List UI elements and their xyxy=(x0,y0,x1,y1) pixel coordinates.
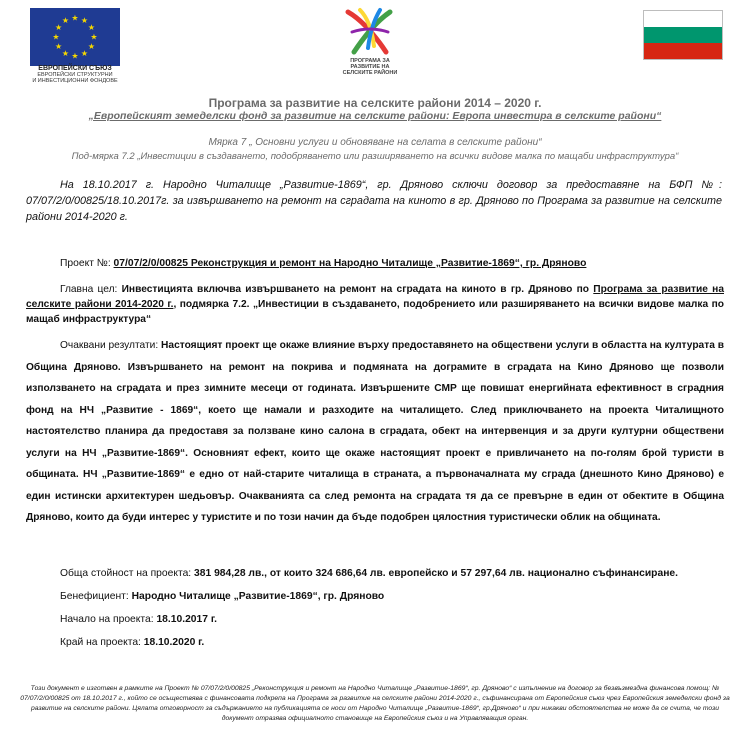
eu-star-icon: ★ xyxy=(71,13,79,23)
eu-flag-logo xyxy=(30,8,120,66)
logo-bar xyxy=(0,0,750,84)
program-title: Програма за развитие на селските райони 2014 – 2020 г. xyxy=(208,96,542,110)
rural-development-logo-icon xyxy=(340,6,400,58)
results-paragraph xyxy=(26,335,724,529)
eu-star-icon: ★ xyxy=(87,23,96,32)
eu-star-icon: ★ xyxy=(71,51,79,61)
eu-star-icon: ★ xyxy=(80,16,89,26)
results-text: Настоящият проект ще окаже влияние върху предоставянето на обществени услуги в областта на културата в Община Дряново. Извършването на ремонт на покрива и подмяната на дограмите в сградата на Кино Дряново ще позволи използването на сградата и през зимните месеци от годината. Извършените СМР ще повишат енергийната ефективност в сградния фонд на НЧ „Развитие - 1869“, което ще намали и разходите на читалището. След приключването на проекта Читалищното настоятелство планира да предоставя за ползване кино салона в сградата, обект на интервенция и за други културни обществени услуги на НЧ „Развитие-1869“. Основният ефект, които ще окаже настоящият проект е привличането на по-голям брой туристи в общината. НЧ „Развитие-1869“ е едно от най-старите читалища в страната, а първоначалната му сграда (днешното Кино Дряново) е един истински архитектурен шедьовър. Очакванията са след ремонта на сградата тя да се превърне в един от обектите в Община Дряново, които да буди интерес у туристите и по този начин да бъде подобрен цялостния туристически облик на общината. xyxy=(26,340,724,523)
program-link[interactable]: Програма за развитие на селските райони 2014-2020 г. xyxy=(26,284,724,310)
footer-disclaimer: Този документ е изготвен в рамките на Проект № 07/07/2/0/00825 „Реконструкция и ремонт на Народно Читалище „Развитие-1869“, гр. Дряново“ с изпълнение на договор за безвъзмездна финансова помощ: № 07/07/2/0/00825 от 18.10.2017 г., който се осъществява с финансовата подкрепа на Програма за развитие на селските райони 2014-2020 г., съфинансирана от Европейския съюз чрез Европейския земеделски фонд за развитие на селските райони. Цялата отговорност за съдържанието на публикацията се носи от Народно Читалище „Развитие-1869“, гр.Дряново“ и при никакви обстоятелства не може да се счита, че този документ отразява официалното становище на Европейския съюз и на Управляващия орган. xyxy=(20,685,730,722)
eu-star-icon: ★ xyxy=(87,42,96,51)
flag-stripe-white xyxy=(644,11,722,27)
measure-line: Мярка 7 „ Основни услуги и обновяване на селата в селските райони“ xyxy=(208,137,542,148)
eu-caption-line: ЕВРОПЕЙСКИ СТРУКТУРНИ xyxy=(37,72,113,78)
beneficiary-value: Народно Читалище „Развитие-1869“, гр. Дряново xyxy=(131,591,385,602)
total-cost-line xyxy=(60,568,678,579)
start-date-line xyxy=(60,614,217,625)
goal-label: Главна цел: xyxy=(60,284,122,295)
project-label: Проект №: xyxy=(60,258,114,269)
eu-caption-title: ЕВРОПЕЙСКИ СЪЮЗ xyxy=(38,65,112,72)
eu-star-icon: ★ xyxy=(90,32,98,42)
eu-star-icon: ★ xyxy=(54,42,63,51)
cost-value: 381 984,28 лв., от които 324 686,64 лв. европейско и 57 297,64 лв. национално съфинансиране. xyxy=(194,568,678,579)
flag-stripe-red xyxy=(644,43,722,59)
end-date-line xyxy=(60,637,204,648)
rural-caption-line: РАЗВИТИЕ НА xyxy=(350,64,390,70)
flag-stripe-green xyxy=(644,27,722,43)
intro-paragraph: На 18.10.2017 г. Народно Читалище „Развитие-1869“, гр. Дряново сключи договор за предоставяне на БФП №: 07/07/2/0/00825/18.10.2017г. за извършването на ремонт на сградата на киното в гр. Дряново по Програма за развитие на селските райони 2014-2020 г. xyxy=(26,179,722,223)
eu-stars-icon xyxy=(30,8,120,66)
start-value: 18.10.2017 г. xyxy=(156,614,217,625)
start-label: Начало на проекта: xyxy=(60,614,157,625)
project-number-line xyxy=(60,258,730,269)
goal-paragraph xyxy=(26,282,724,327)
eu-caption-line: И ИНВЕСТИЦИОННИ ФОНДОВЕ xyxy=(32,78,118,84)
goal-text-b: , подмярка 7.2. „Инвестиции в създаването, подобрението или разширяването на всички видове малка по мащаб инфраструктура“ xyxy=(26,299,725,325)
rural-caption-line: СЕЛСКИТЕ РАЙОНИ xyxy=(342,70,398,76)
rural-caption-line: ПРОГРАМА ЗА xyxy=(350,58,390,64)
eu-caption xyxy=(22,66,128,84)
goal-text-a: Инвестицията включва извършването на ремонт на сградата на киното в гр. Дряново по xyxy=(121,284,594,295)
beneficiary-line xyxy=(60,591,384,602)
eu-star-icon: ★ xyxy=(61,16,70,26)
eu-star-icon: ★ xyxy=(80,48,89,58)
bulgarian-flag-icon xyxy=(643,10,723,60)
end-value: 18.10.2020 г. xyxy=(143,637,205,648)
program-subtitle: „Европейският земеделски фонд за развитие на селските райони: Европа инвестира в селските райони“ xyxy=(88,110,662,122)
eu-star-icon: ★ xyxy=(52,32,60,42)
eu-star-icon: ★ xyxy=(61,48,70,58)
rural-caption xyxy=(330,58,410,76)
results-label: Очаквани резултати: xyxy=(60,340,162,351)
cost-label: Обща стойност на проекта: xyxy=(60,568,195,579)
submeasure-line: Под-мярка 7.2 „Инвестиции в създаването, подобряването или разширяването на всички видове малка по мащаби инфраструктура“ xyxy=(71,151,679,162)
end-label: Край на проекта: xyxy=(60,637,144,648)
eu-star-icon: ★ xyxy=(54,23,63,32)
beneficiary-label: Бенефициент: xyxy=(60,591,132,602)
project-value: 07/07/2/0/00825 Реконструкция и ремонт на Народно Читалище „Развитие-1869“, гр. Дряново xyxy=(113,258,587,269)
